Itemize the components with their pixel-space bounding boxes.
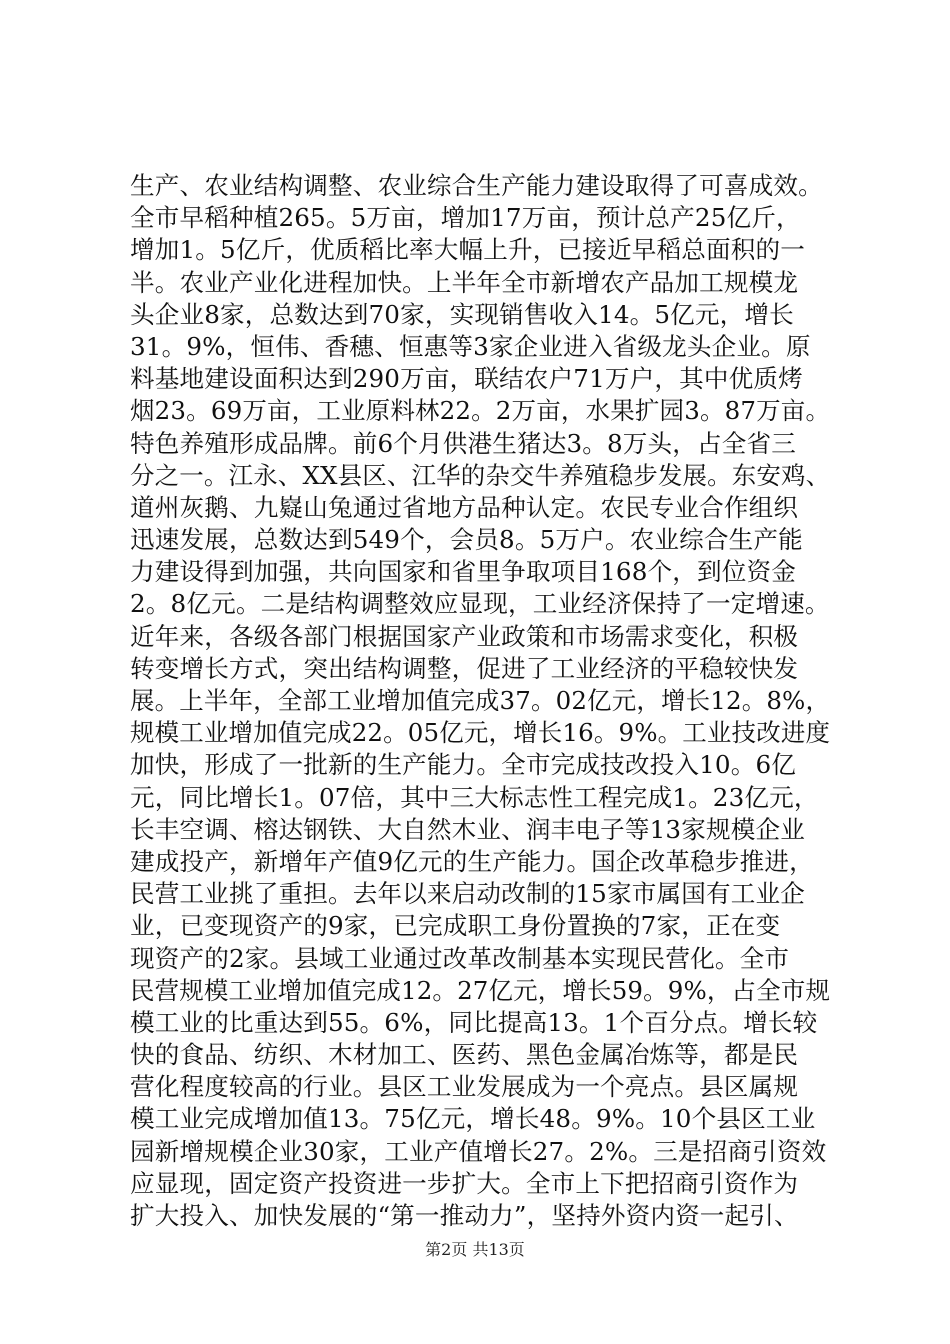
text-line: 营化程度较高的行业。县区工业发展成为一个亮点。县区属规 — [130, 1072, 799, 1102]
text-line: 2。8亿元。二是结构调整效应显现，工业经济保持了一定增速。 — [130, 589, 830, 619]
text-line: 烟23。69万亩，工业原料林22。2万亩，水果扩园3。87万亩。 — [130, 396, 830, 426]
text-line: 生产、农业结构调整、农业综合生产能力建设取得了可喜成效。 — [130, 171, 823, 200]
body-text — [130, 170, 830, 1232]
text-line: 力建设得到加强，共向国家和省里争取项目168个，到位资金 — [130, 557, 796, 587]
text-line: 道州灰鹅、九嶷山兔通过省地方品种认定。农民专业合作组织 — [130, 492, 799, 522]
text-line: 增加1。5亿斤，优质稻比率大幅上升，已接近早稻总面积的一 — [130, 235, 805, 265]
text-line: 转变增长方式，突出结构调整，促进了工业经济的平稳较快发 — [130, 653, 799, 683]
text-line: 快的食品、纺织、木材加工、医药、黑色金属冶炼等，都是民 — [130, 1040, 799, 1070]
text-line: 近年来，各级各部门根据国家产业政策和市场需求变化，积极 — [130, 621, 799, 651]
text-line: 头企业8家，总数达到70家，实现销售收入14。5亿元，增长 — [130, 299, 794, 329]
text-line: 分之一。江永、XX县区、江华的杂交牛养殖稳步发展。东安鸡、 — [130, 460, 830, 490]
text-line: 模工业完成增加值13。75亿元，增长48。9%。10个县区工业 — [130, 1104, 816, 1134]
text-line: 扩大投入、加快发展的“第一推动力”，坚持外资内资一起引、 — [130, 1201, 799, 1230]
text-line: 迅速发展，总数达到549个，会员8。5万户。农业综合生产能 — [130, 525, 803, 555]
text-line: 民营工业挑了重担。去年以来启动改制的15家市属国有工业企 — [130, 879, 805, 909]
text-line: 现资产的2家。县域工业通过改革改制基本实现民营化。全市 — [130, 943, 790, 973]
text-line: 全市早稻种植265。5万亩，增加17万亩，预计总产25亿斤， — [130, 203, 801, 233]
text-line: 加快，形成了一批新的生产能力。全市完成技改投入10。6亿 — [130, 750, 796, 780]
text-line: 元，同比增长1。07倍，其中三大标志性工程完成1。23亿元， — [130, 782, 819, 812]
text-line: 园新增规模企业30家，工业产值增长27。2%。三是招商引资效 — [130, 1136, 827, 1166]
text-line: 特色养殖形成品牌。前6个月供港生猪达3。8万头，占全省三 — [130, 428, 796, 458]
text-line: 31。9%，恒伟、香穗、恒惠等3家企业进入省级龙头企业。原 — [130, 331, 811, 361]
text-line: 规模工业增加值完成22。05亿元，增长16。9%。工业技改进度 — [130, 718, 830, 748]
text-line: 半。农业产业化进程加快。上半年全市新增农产品加工规模龙 — [130, 267, 799, 297]
text-line: 展。上半年，全部工业增加值完成37。02亿元，增长12。8%， — [130, 686, 830, 715]
text-line: 业，已变现资产的9家，已完成职工身份置换的7家，正在变 — [130, 911, 781, 941]
page-footer — [0, 1240, 950, 1260]
text-line: 建成投产，新增年产值9亿元的生产能力。国企改革稳步推进， — [130, 846, 814, 876]
text-line: 应显现，固定资产投资进一步扩大。全市上下把招商引资作为 — [130, 1168, 799, 1198]
text-line: 料基地建设面积达到290万亩，联结农户71万户，其中优质烤 — [130, 364, 803, 394]
text-line: 模工业的比重达到55。6%，同比提高13。1个百分点。增长较 — [130, 1007, 818, 1037]
text-line: 长丰空调、榕达钢铁、大自然木业、润丰电子等13家规模企业 — [130, 814, 805, 844]
text-line: 民营规模工业增加值完成12。27亿元，增长59。9%，占全市规 — [130, 975, 830, 1005]
page-number-label: 第2页 共13页 — [425, 1240, 525, 1259]
